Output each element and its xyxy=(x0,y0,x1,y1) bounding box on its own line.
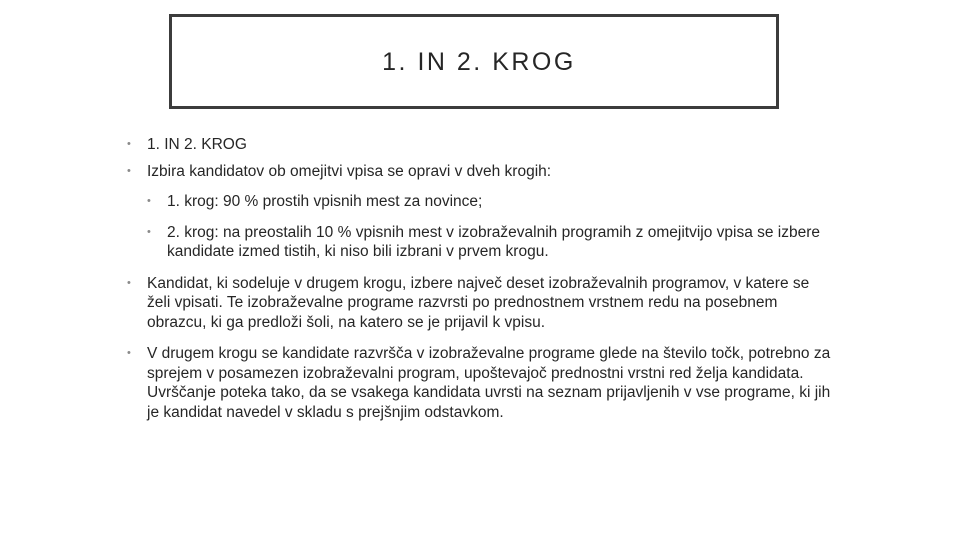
sub-bullet-item-2 xyxy=(127,223,832,262)
sub-bullet-item-1 xyxy=(127,192,832,212)
slide-title: 1. IN 2. KROG xyxy=(382,48,576,76)
bullet-icon: • xyxy=(127,347,131,359)
bullet-text: Kandidat, ki sodeluje v drugem krogu, izbere največ deset izobraževalnih programov, v katere se želi vpisati. Te izobraževalne programe razvrsti po prednostnem vrstnem redu na posebnem obrazcu, ki ga predloži šoli, na katero se je prijavil k vpisu. xyxy=(147,274,810,331)
bullet-icon: • xyxy=(147,195,151,207)
bullet-item-2 xyxy=(127,162,832,182)
bullet-icon: • xyxy=(127,138,131,150)
bullet-text: 2. krog: na preostalih 10 % vpisnih mest v izobraževalnih programih z omejitvijo vpisa se izbere kandidate izmed tistih, ki niso bili izbrani v prvem krogu. xyxy=(167,223,821,260)
bullet-item-4 xyxy=(127,344,832,422)
bullet-icon: • xyxy=(127,276,131,289)
title-box xyxy=(169,14,779,109)
bullet-icon: • xyxy=(127,164,131,177)
bullet-icon: • xyxy=(147,225,151,238)
bullet-item-3 xyxy=(127,274,832,333)
bullet-text: Izbira kandidatov ob omejitvi vpisa se opravi v dveh krogih: xyxy=(147,162,552,180)
bullet-text: V drugem krogu se kandidate razvršča v izobraževalne programe glede na število točk, potrebno za sprejem v posamezen izobraževalni program, upoštevajoč prednostni vrstni red želja kandidata. Uvrščanje poteka tako, da se vsakega kandidata uvrsti na seznam prijavljenih v vse programe, ki jih je kandidat navedel v skladu s prejšnjim odstavkom. xyxy=(147,345,831,421)
content-body xyxy=(127,135,832,422)
bullet-item-1 xyxy=(127,135,832,155)
bullet-text: 1. IN 2. KROG xyxy=(147,136,247,153)
bullet-text: 1. krog: 90 % prostih vpisnih mest za novince; xyxy=(167,193,483,210)
